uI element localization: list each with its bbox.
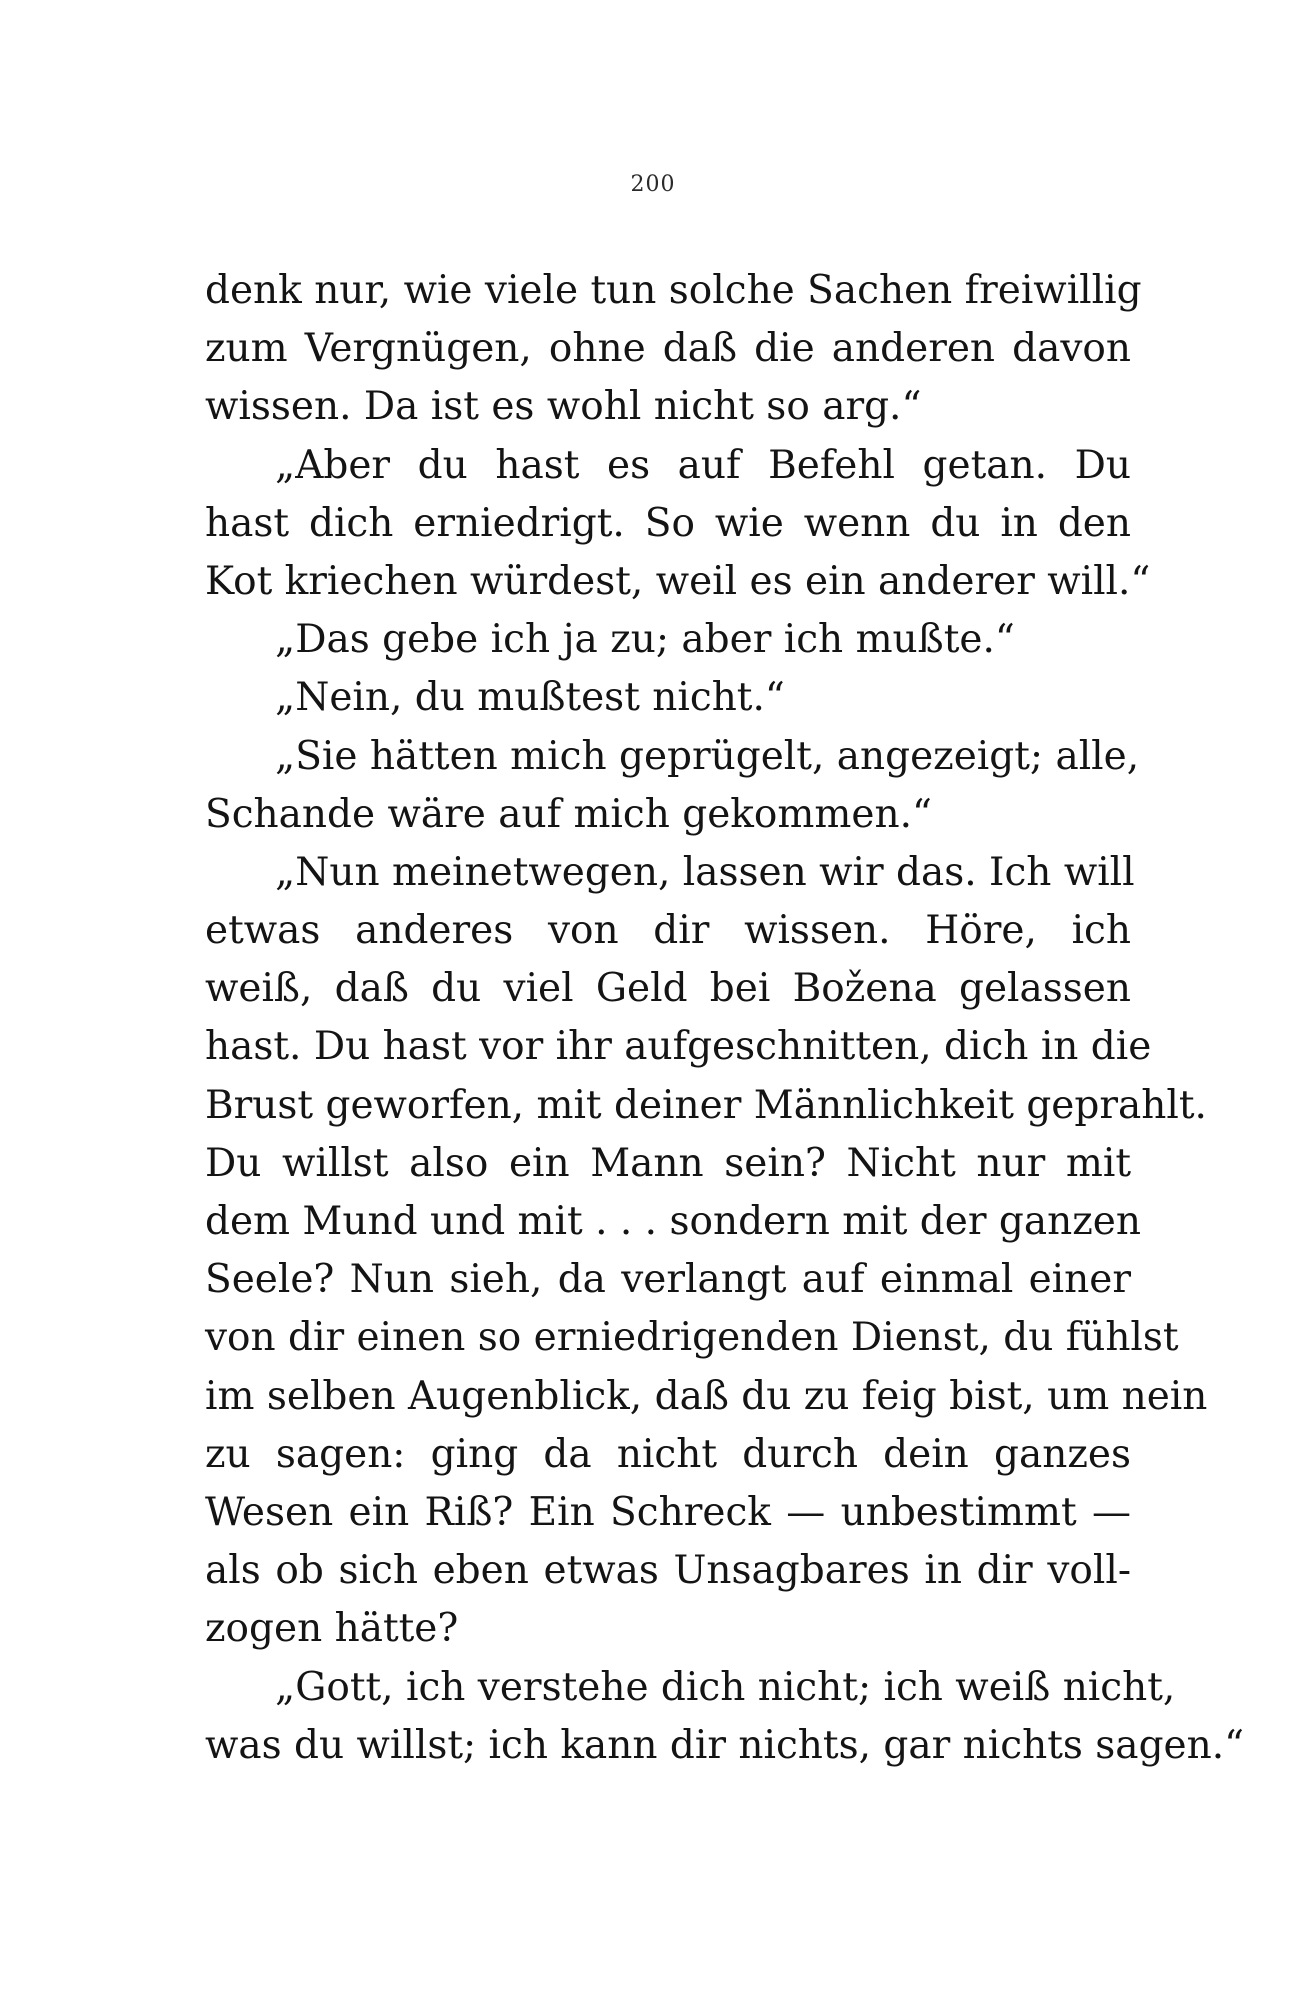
text-line: „Gott, ich verstehe dich nicht; ich weiß nicht, xyxy=(275,1664,1176,1710)
text-line: „Sie hätten mich geprügelt, angezeigt; alle, xyxy=(275,733,1140,779)
text-line: Schande wäre auf mich gekommen.“ xyxy=(205,791,932,837)
body-text xyxy=(205,262,1245,1775)
text-line: denk nur, wie viele tun solche Sachen freiwillig xyxy=(205,268,1142,313)
text-line: was du willst; ich kann dir nichts, gar nichts sagen.“ xyxy=(205,1722,1245,1768)
text-line: „Aber du hast es auf Befehl getan. Du xyxy=(275,442,1131,488)
text-line: Brust geworfen, mit deiner Männlichkeit geprahlt. xyxy=(205,1082,1207,1128)
text-line: hast. Du hast vor ihr aufgeschnitten, dich in die xyxy=(205,1024,1152,1070)
text-line: „Nun meinetwegen, lassen wir das. Ich will xyxy=(275,849,1135,895)
text-line: Wesen ein Riß? Ein Schreck — unbestimmt — xyxy=(205,1489,1131,1535)
text-line: „Das gebe ich ja zu; aber ich mußte.“ xyxy=(275,617,1015,663)
text-line: zum Vergnügen, ohne daß die anderen davon xyxy=(205,326,1131,372)
text-line: Kot kriechen würdest, weil es ein anderer will.“ xyxy=(205,558,1151,604)
text-line: etwas anderes von dir wissen. Höre, ich xyxy=(205,908,1131,954)
text-line: im selben Augenblick, daß du zu feig bist, um nein xyxy=(205,1373,1208,1419)
text-line: als ob sich eben etwas Unsagbares in dir voll- xyxy=(205,1548,1131,1594)
text-line: „Nein, du mußtest nicht.“ xyxy=(275,675,785,721)
text-line: Du willst also ein Mann sein? Nicht nur mit xyxy=(205,1140,1131,1186)
text-line: wissen. Da ist es wohl nicht so arg.“ xyxy=(205,384,922,430)
text-line: hast dich erniedrigt. So wie wenn du in den xyxy=(205,500,1131,546)
text-line: zogen hätte? xyxy=(205,1606,459,1652)
text-line: zu sagen: ging da nicht durch dein ganzes xyxy=(205,1431,1131,1477)
text-line: von dir einen so erniedrigenden Dienst, du fühlst xyxy=(205,1315,1179,1361)
text-line: Seele? Nun sieh, da verlangt auf einmal einer xyxy=(205,1257,1131,1303)
text-line: dem Mund und mit . . . sondern mit der ganzen xyxy=(205,1199,1141,1244)
page-number: 200 xyxy=(630,172,676,197)
text-line: weiß, daß du viel Geld bei Božena gelassen xyxy=(205,966,1131,1012)
